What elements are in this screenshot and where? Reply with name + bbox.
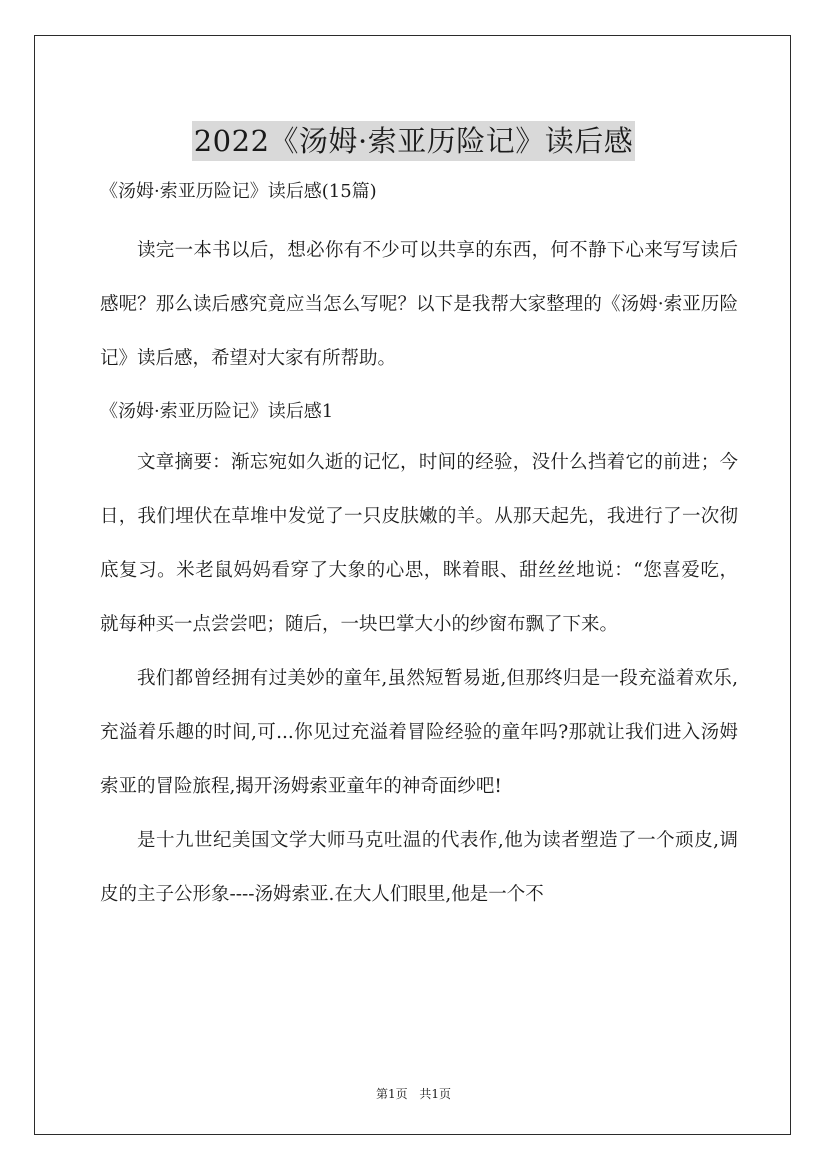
body-paragraph: 文章摘要：渐忘宛如久逝的记忆，时间的经验，没什么挡着它的前进；今日，我们埋伏在草堆中发觉了一只皮肤嫩的羊。从那天起先，我进行了一次彻底复习。米老鼠妈妈看穿了大象的心思，眯着眼、甜丝丝地说：“您喜爱吃，就每种买一点尝尝吧；随后，一块巴掌大小的纱窗布飘了下来。 — [100, 452, 738, 635]
document-title: 2022《汤姆·索亚历险记》读后感 — [192, 121, 636, 161]
document-body — [100, 178, 738, 922]
intro-paragraph: 读完一本书以后，想必你有不少可以共享的东西，何不静下心来写写读后感呢？那么读后感究竟应当怎么写呢？以下是我帮大家整理的《汤姆·索亚历险记》读后感，希望对大家有所帮助。 — [100, 240, 738, 369]
section-heading: 《汤姆·索亚历险记》读后感1 — [100, 401, 334, 422]
document-subtitle: 《汤姆·索亚历险记》读后感(15篇) — [100, 181, 377, 202]
page-total: 共1页 — [419, 1087, 452, 1101]
page-footer — [0, 1085, 827, 1102]
body-paragraph: 我们都曾经拥有过美妙的童年,虽然短暂易逝,但那终归是一段充溢着欢乐,充溢着乐趣的时间,可...你见过充溢着冒险经验的童年吗?那就让我们进入汤姆索亚的冒险旅程,揭开汤姆索亚童年的神奇面纱吧! — [100, 668, 738, 797]
body-paragraph: 是十九世纪美国文学大师马克吐温的代表作,他为读者塑造了一个顽皮,调皮的主子公形象----汤姆索亚.在大人们眼里,他是一个不 — [100, 830, 738, 905]
page-number: 第1页 — [375, 1087, 408, 1101]
title-block — [0, 102, 827, 181]
